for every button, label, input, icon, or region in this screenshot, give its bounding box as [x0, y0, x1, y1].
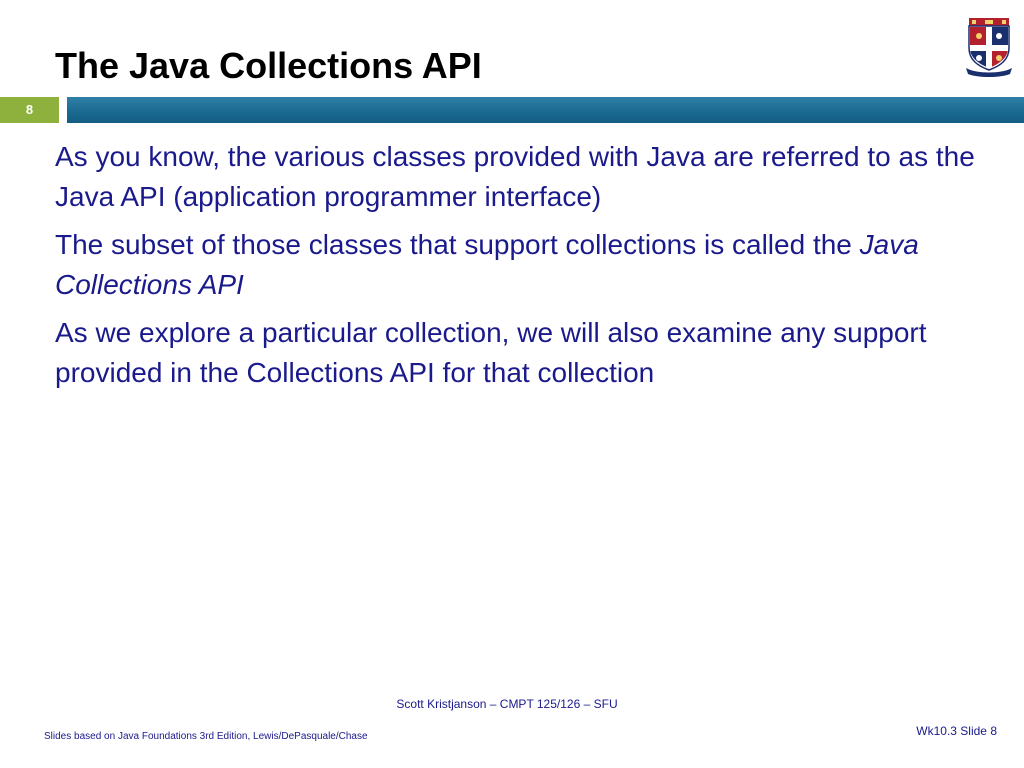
emphasis-text: Java Collections API — [55, 229, 919, 300]
slide-title: The Java Collections API — [55, 45, 482, 86]
footer-author: Scott Kristjanson – CMPT 125/126 – SFU — [396, 697, 618, 711]
footer-slide-ref: Wk10.3 Slide 8 — [916, 724, 997, 738]
bullet-point: As we explore a particular collection, we will also examine any support provided in the Collections API for that collection — [55, 317, 927, 388]
footer-credit: Slides based on Java Foundations 3rd Edition, Lewis/DePasquale/Chase — [44, 731, 368, 742]
header-bar — [67, 97, 1024, 123]
university-crest-icon — [964, 14, 1014, 78]
slide-content — [55, 137, 1010, 401]
bullet-point: As you know, the various classes provided with Java are referred to as the Java API (application programmer interface) — [55, 141, 975, 212]
bullet-text: The subset of those classes that support collections is called the — [55, 229, 860, 260]
bullet-point — [55, 225, 1010, 305]
slide-number: 8 — [0, 97, 59, 123]
